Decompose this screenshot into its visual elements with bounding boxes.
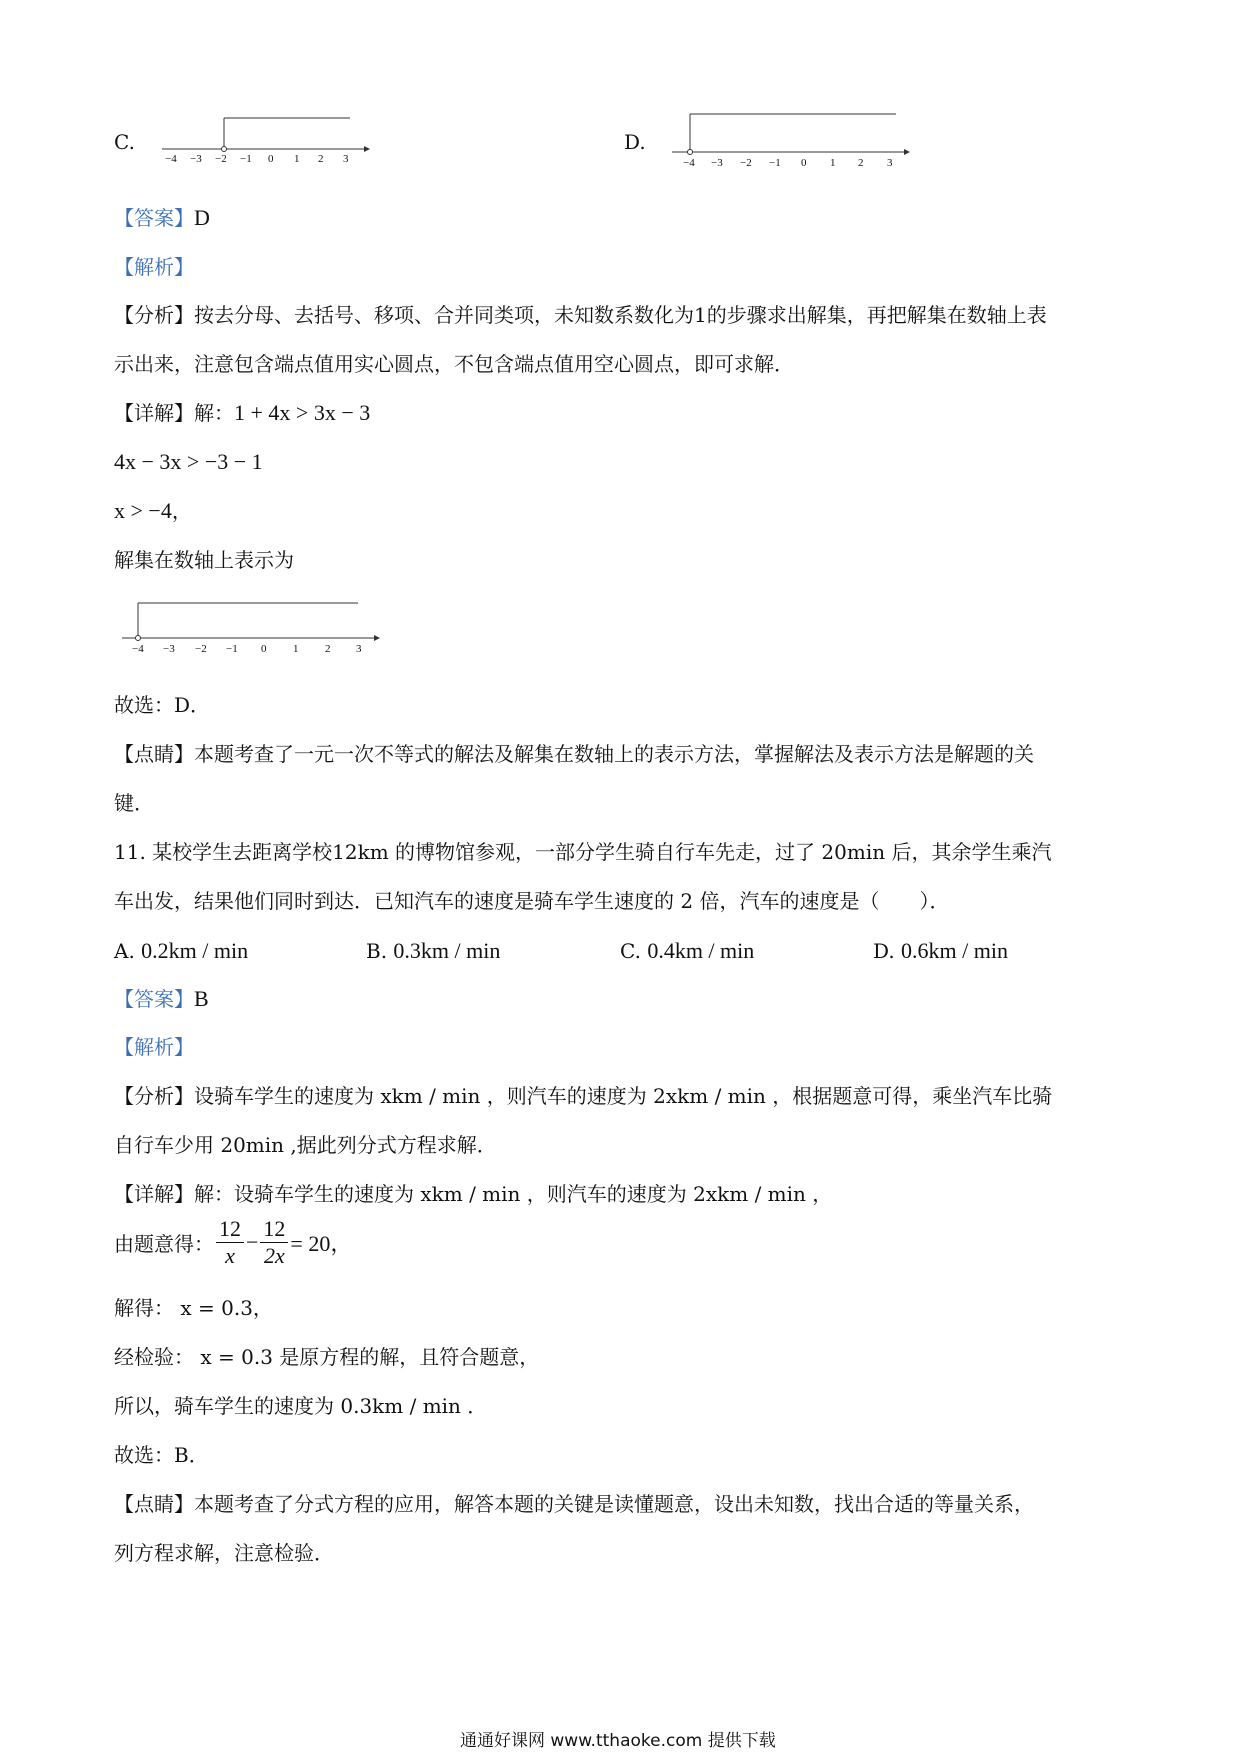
q11-option-a (114, 938, 248, 964)
option-value: 0.6km / min (901, 938, 1008, 963)
q11-equation (114, 1216, 352, 1269)
option-label: B. (366, 939, 388, 963)
q10-fenxi-line2: 示出来，注意包含端点值用实心圆点，不包含端点值用空心圆点，即可求解． (114, 352, 794, 376)
fraction-1-denominator: x (225, 1243, 235, 1268)
step1-equation: 1 + 4x > 3x − 3 (234, 400, 371, 425)
tick-label: 0 (261, 643, 267, 655)
fenxi-tag: 【分析】 (114, 303, 194, 327)
dianjing-tag: 【点睛】 (114, 1492, 194, 1516)
tick-label: 3 (887, 157, 893, 169)
option-d-label: D. (624, 130, 646, 154)
tick-label: −1 (226, 643, 238, 655)
q11-stem-line1: 11. 某校学生去距离学校12km 的博物馆参观，一部分学生骑自行车先走，过了 20min 后，其余学生乘汽 (114, 840, 1052, 864)
q11-option-b (366, 938, 500, 964)
q11-stem-line2: 车出发，结果他们同时到达．已知汽车的速度是骑车学生速度的 2 倍，汽车的速度是（ ）． (114, 889, 950, 913)
q11-answer (114, 986, 209, 1012)
tick-label: −4 (165, 153, 177, 165)
fraction-1 (216, 1216, 244, 1269)
tick-label: −2 (195, 643, 207, 655)
tick-label: 2 (858, 157, 864, 169)
dianjing-tag: 【点睛】 (114, 742, 194, 766)
tick-label: 0 (268, 153, 274, 165)
tick-label: −4 (132, 643, 144, 655)
option-value: 0.2km / min (141, 938, 249, 963)
tick-label: 1 (830, 157, 836, 169)
q11-check: 经检验： x = 0.3 是原方程的解，且符合题意， (114, 1345, 540, 1369)
q10-xiangjie (114, 400, 370, 426)
q11-xiangjie (114, 1181, 832, 1207)
fenxi-text: 设骑车学生的速度为 xkm / min ，则汽车的速度为 2xkm / min ，根据题意可得，乘坐汽车比骑 (194, 1084, 1053, 1108)
q11-dianjing-line1 (114, 1491, 1034, 1517)
tick-label: 3 (343, 153, 349, 165)
tick-label: 1 (293, 643, 299, 655)
tick-label: −2 (215, 153, 227, 165)
tick-label: 3 (356, 643, 362, 655)
fraction-2-denominator: 2x (264, 1243, 285, 1268)
tick-label: 0 (801, 157, 807, 169)
q11-dianjing-line2: 列方程求解，注意检验． (114, 1541, 334, 1565)
step3-equation: x > −4 (114, 498, 172, 523)
answer-tag: 【答案】 (114, 206, 194, 230)
xiangjie-text: 解：设骑车学生的速度为 xkm / min ，则汽车的速度为 2xkm / min ， (194, 1182, 833, 1206)
q11-option-d (873, 938, 1008, 964)
q10-dianjing-line1 (114, 741, 1034, 767)
q10-jiexi-tag: 【解析】 (114, 255, 194, 279)
q11-so: 所以，骑车学生的速度为 0.3km / min ． (114, 1394, 488, 1418)
option-d-number-line (668, 108, 918, 170)
fraction-2 (260, 1216, 288, 1269)
tick-label: −2 (740, 157, 752, 169)
fenxi-text: 按去分母、去括号、移项、合并同类项，未知数系数化为1的步骤求出解集，再把解集在数轴上表 (194, 303, 1047, 327)
option-label: A. (114, 939, 135, 963)
tick-label: −3 (163, 643, 175, 655)
xiangjie-prefix: 解： (194, 401, 234, 425)
answer-value: D (194, 205, 210, 230)
fenxi-tag: 【分析】 (114, 1084, 194, 1108)
q10-answer (114, 205, 210, 231)
tick-label: −3 (711, 157, 723, 169)
step3-line (114, 498, 192, 524)
tick-label: −1 (240, 153, 252, 165)
option-label: C. (620, 939, 641, 963)
q11-option-c (620, 938, 754, 964)
answer-value: B (194, 986, 209, 1011)
tick-label: −4 (683, 157, 695, 169)
q10-fenxi-line1 (114, 302, 1047, 328)
answer-tag: 【答案】 (114, 987, 194, 1011)
tick-label: −3 (190, 153, 202, 165)
fraction-1-numerator: 12 (216, 1216, 244, 1243)
xiangjie-tag: 【详解】 (114, 401, 194, 425)
tick-label: 1 (294, 153, 300, 165)
dianjing-text: 本题考查了分式方程的应用，解答本题的关键是读懂题意，设出未知数，找出合适的等量关系， (194, 1492, 1034, 1516)
represent-text: 解集在数轴上表示为 (114, 548, 294, 572)
q11-fenxi-line1 (114, 1083, 1052, 1109)
equation-prefix: 由题意得： (114, 1232, 214, 1256)
option-value: 0.3km / min (393, 938, 501, 963)
step2-equation: 4x − 3x > −3 − 1 (114, 449, 263, 474)
solution-number-line (118, 595, 388, 655)
step3-suffix: ， (171, 499, 192, 523)
tick-label: 2 (325, 643, 331, 655)
xiangjie-tag: 【详解】 (114, 1182, 194, 1206)
minus-sign: − (246, 1229, 259, 1255)
fraction-2-numerator: 12 (260, 1216, 288, 1243)
equation-rhs: = 20， (290, 1231, 353, 1256)
footer-text: 通通好课网 www.tthaoke.com 提供下载 (460, 1731, 776, 1751)
option-c-label: C. (114, 130, 135, 154)
q11-solve: 解得： x = 0.3， (114, 1296, 273, 1320)
tick-label: −1 (769, 157, 781, 169)
tick-label: 2 (318, 153, 324, 165)
q11-choose: 故选：B． (114, 1443, 209, 1467)
q10-dianjing-line2: 键． (114, 791, 154, 815)
q10-choose: 故选：D． (114, 693, 211, 717)
q11-jiexi-tag: 【解析】 (114, 1035, 194, 1059)
q11-fenxi-line2: 自行车少用 20min ,据此列分式方程求解． (114, 1133, 497, 1157)
dianjing-text: 本题考查了一元一次不等式的解法及解集在数轴上的表示方法，掌握解法及表示方法是解题的关 (194, 742, 1034, 766)
option-value: 0.4km / min (647, 938, 755, 963)
option-label: D. (873, 939, 895, 963)
